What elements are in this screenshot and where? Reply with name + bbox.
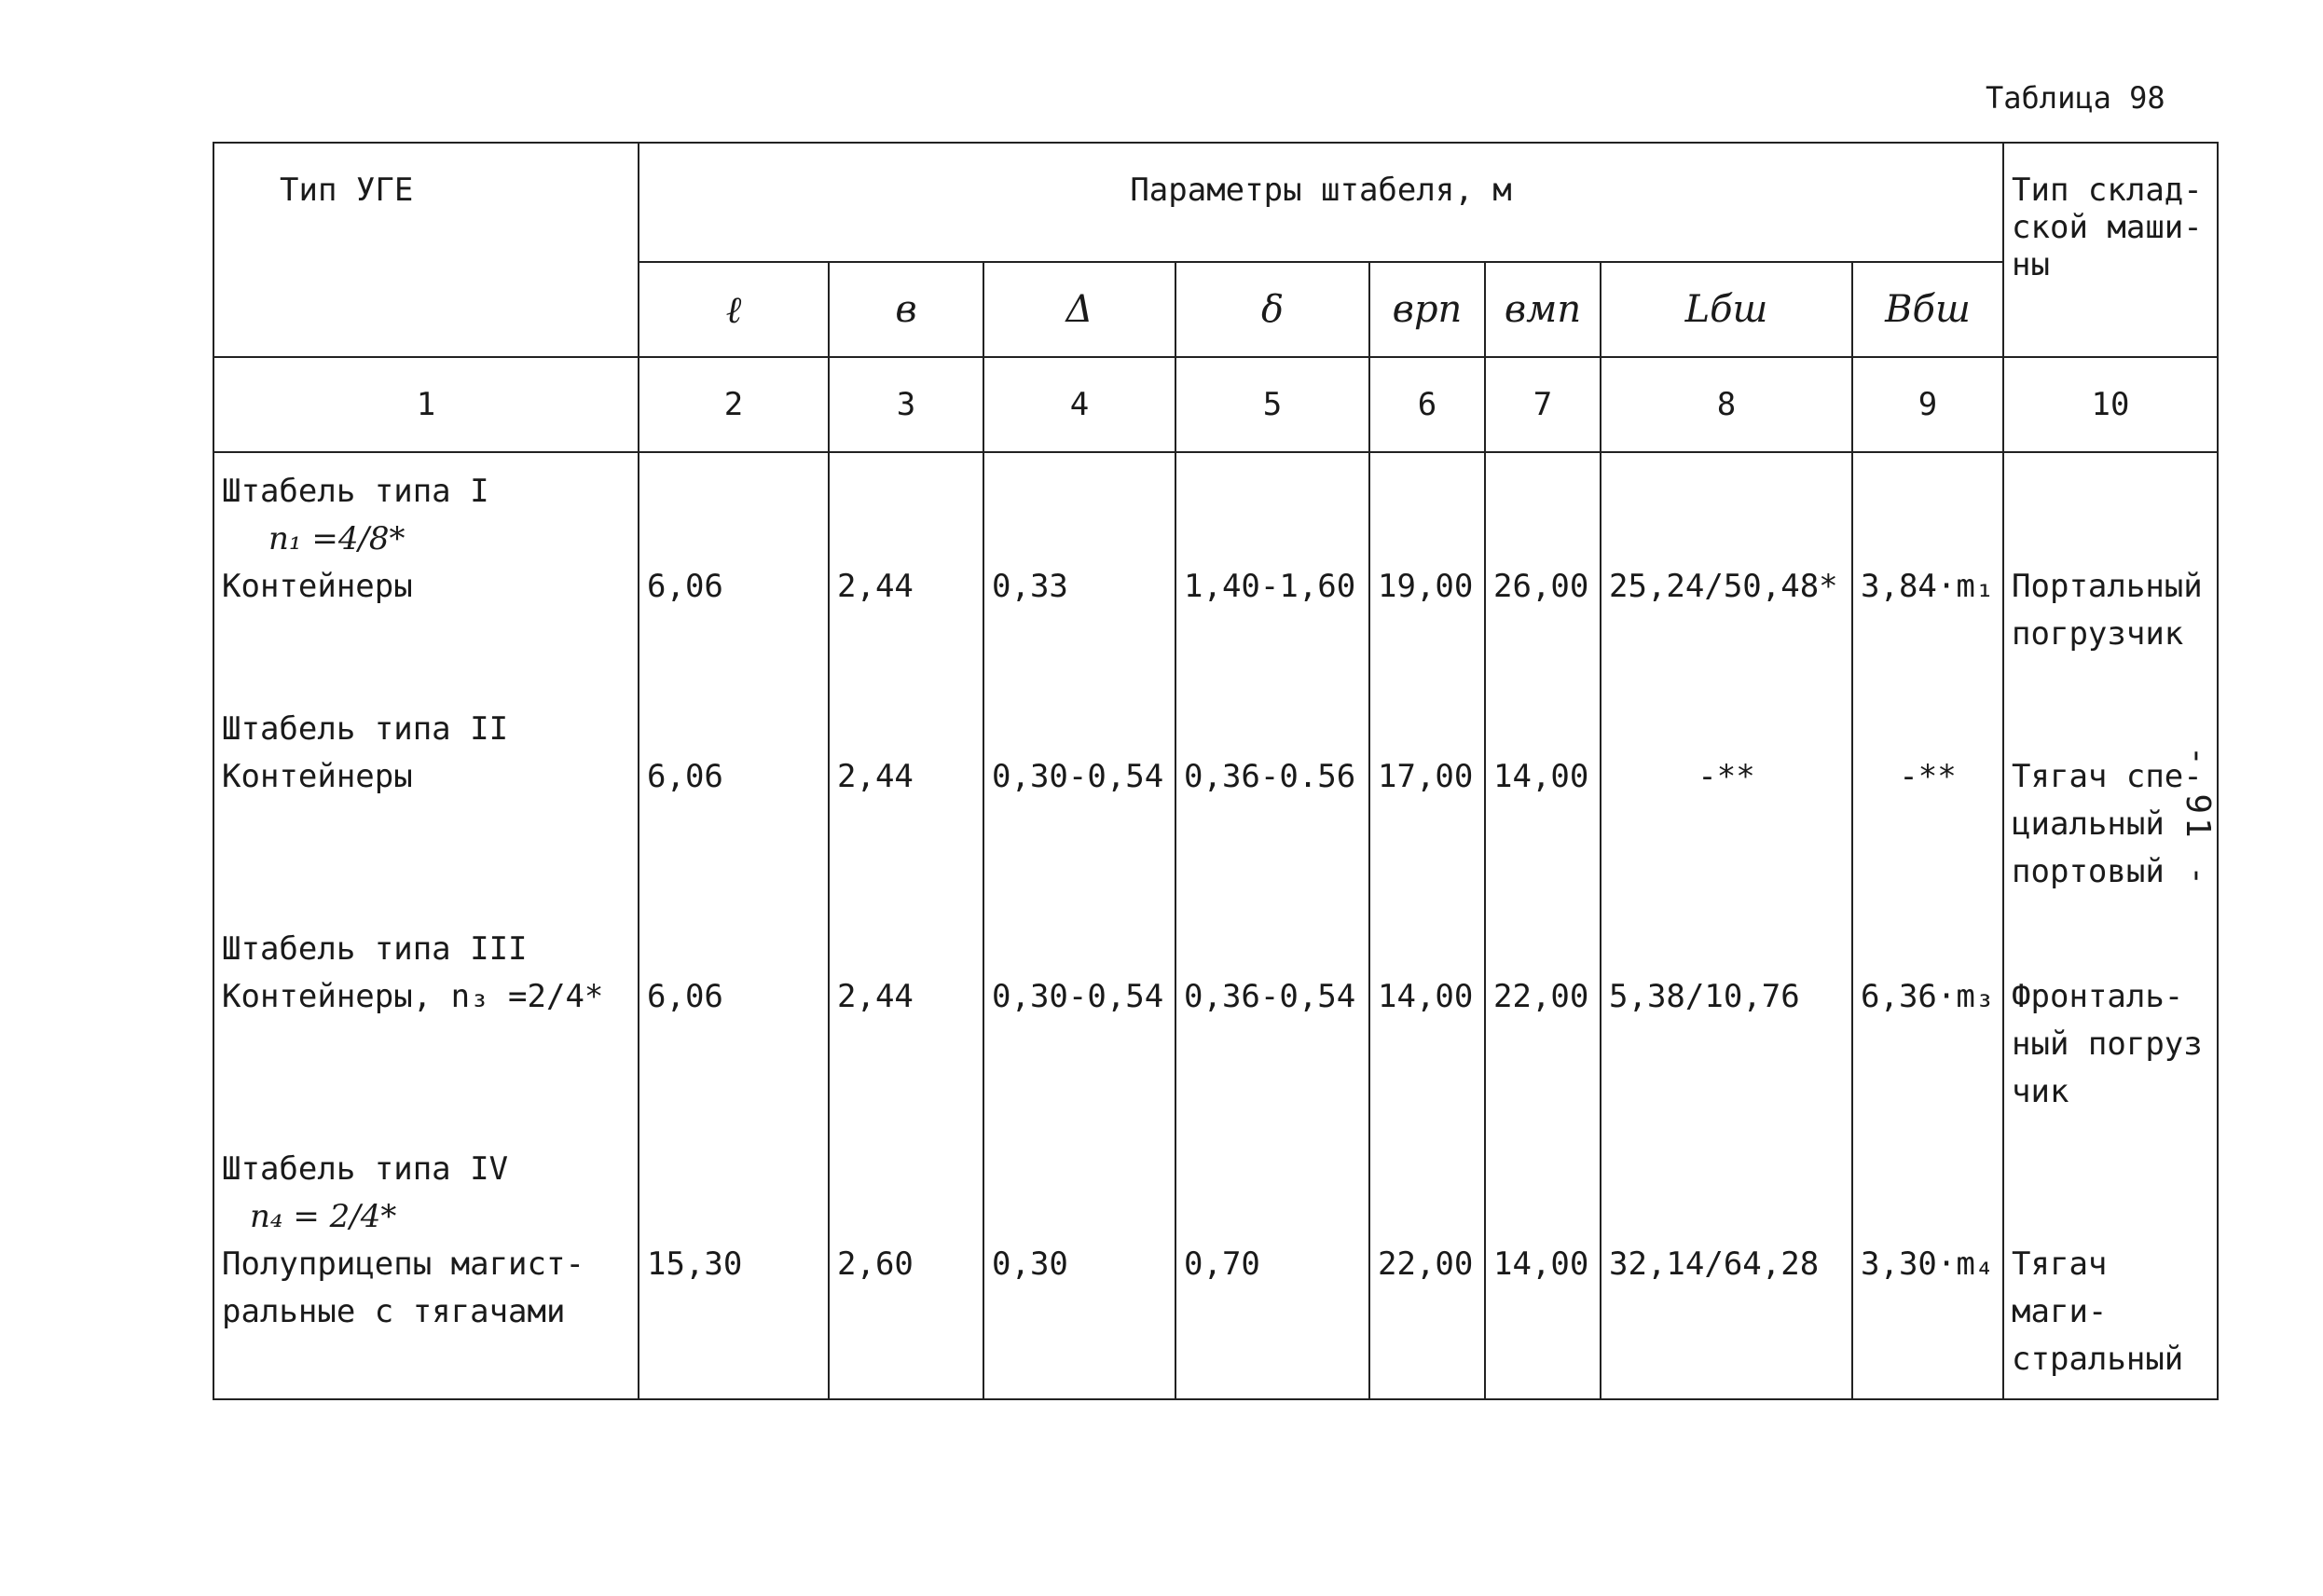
desc-line: Контейнеры, n₃ =2/4* bbox=[222, 978, 604, 1015]
cell-d: 0,36-0.56 bbox=[1175, 691, 1369, 911]
cell-bbsh: 6,36·m₃ bbox=[1852, 911, 2003, 1131]
table-caption: Таблица 98 bbox=[1986, 80, 2165, 116]
cell-bbsh: 3,30·m₄ bbox=[1852, 1131, 2003, 1399]
cell-lbsh: 25,24/50,48* bbox=[1601, 452, 1852, 691]
cell-l: 6,06 bbox=[639, 452, 829, 691]
cell-l: 6,06 bbox=[639, 911, 829, 1131]
cell-delta: 0,33 bbox=[983, 452, 1175, 691]
desc-line: n₁ =4/8* bbox=[268, 520, 405, 557]
row-description bbox=[213, 452, 639, 691]
table-row bbox=[213, 691, 2218, 911]
table-row bbox=[213, 911, 2218, 1131]
row-description bbox=[213, 911, 639, 1131]
cell-machine: Тягач спе-циальный портовый bbox=[2003, 691, 2218, 911]
desc-line: Штабель типа I bbox=[222, 473, 489, 510]
cell-b: 2,44 bbox=[829, 452, 983, 691]
col-number: 8 bbox=[1601, 357, 1852, 452]
header-machine: Тип склад-ской маши-ны bbox=[2003, 143, 2218, 357]
symbol-d: δ bbox=[1175, 262, 1369, 357]
cell-brp: 19,00 bbox=[1369, 452, 1485, 691]
cell-brp: 14,00 bbox=[1369, 911, 1485, 1131]
cell-lbsh: 5,38/10,76 bbox=[1601, 911, 1852, 1131]
cell-bmp: 26,00 bbox=[1485, 452, 1601, 691]
desc-line: Штабель типа III bbox=[222, 930, 528, 968]
cell-machine: Фронталь-ный погруз чик bbox=[2003, 911, 2218, 1131]
desc-line: Контейнеры bbox=[222, 568, 413, 605]
cell-brp: 22,00 bbox=[1369, 1131, 1485, 1399]
cell-machine: Портальный погрузчик bbox=[2003, 452, 2218, 691]
col-number: 2 bbox=[639, 357, 829, 452]
cell-b: 2,44 bbox=[829, 691, 983, 911]
cell-lbsh: 32,14/64,28 bbox=[1601, 1131, 1852, 1399]
header-type bbox=[213, 143, 639, 357]
cell-d: 0,70 bbox=[1175, 1131, 1369, 1399]
symbol-l: ℓ bbox=[639, 262, 829, 357]
cell-brp: 17,00 bbox=[1369, 691, 1485, 911]
cell-delta: 0,30 bbox=[983, 1131, 1175, 1399]
page-number: - 91 - bbox=[2179, 746, 2217, 890]
table-row bbox=[213, 452, 2218, 691]
cell-bbsh: -** bbox=[1852, 691, 2003, 911]
cell-bmp: 22,00 bbox=[1485, 911, 1601, 1131]
cell-delta: 0,30-0,54 bbox=[983, 911, 1175, 1131]
col-number: 3 bbox=[829, 357, 983, 452]
cell-l: 6,06 bbox=[639, 691, 829, 911]
col-number: 5 bbox=[1175, 357, 1369, 452]
col-number: 1 bbox=[213, 357, 639, 452]
symbol-bmp: вмп bbox=[1485, 262, 1601, 357]
symbol-b: в bbox=[829, 262, 983, 357]
cell-delta: 0,30-0,54 bbox=[983, 691, 1175, 911]
desc-line: Штабель типа IV bbox=[222, 1150, 509, 1188]
cell-machine: Тягач маги-стральный bbox=[2003, 1131, 2218, 1399]
desc-line: Штабель типа II bbox=[222, 710, 509, 748]
symbol-delta: Δ bbox=[983, 262, 1175, 357]
desc-line: Контейнеры bbox=[222, 758, 413, 795]
cell-bbsh: 3,84·m₁ bbox=[1852, 452, 2003, 691]
symbol-bbsh: Вбш bbox=[1852, 262, 2003, 357]
col-number: 7 bbox=[1485, 357, 1601, 452]
header-group: Параметры штабеля, м bbox=[639, 143, 2003, 262]
col-number: 4 bbox=[983, 357, 1175, 452]
desc-line: n₄ = 2/4* bbox=[250, 1198, 397, 1235]
table-row bbox=[213, 1131, 2218, 1399]
parameters-table bbox=[213, 142, 2219, 1400]
cell-d: 0,36-0,54 bbox=[1175, 911, 1369, 1131]
col-number: 6 bbox=[1369, 357, 1485, 452]
cell-l: 15,30 bbox=[639, 1131, 829, 1399]
cell-bmp: 14,00 bbox=[1485, 1131, 1601, 1399]
cell-b: 2,44 bbox=[829, 911, 983, 1131]
symbol-lbsh: Lбш bbox=[1601, 262, 1852, 357]
cell-lbsh: -** bbox=[1601, 691, 1852, 911]
row-description bbox=[213, 691, 639, 911]
desc-line: Полуприцепы магист-ральные с тягачами bbox=[222, 1245, 584, 1330]
col-number: 9 bbox=[1852, 357, 2003, 452]
cell-bmp: 14,00 bbox=[1485, 691, 1601, 911]
header-type-label: Тип УГЕ bbox=[280, 172, 414, 209]
cell-d: 1,40-1,60 bbox=[1175, 452, 1369, 691]
row-description bbox=[213, 1131, 639, 1399]
col-number: 10 bbox=[2003, 357, 2218, 452]
cell-b: 2,60 bbox=[829, 1131, 983, 1399]
symbol-brp: врп bbox=[1369, 262, 1485, 357]
